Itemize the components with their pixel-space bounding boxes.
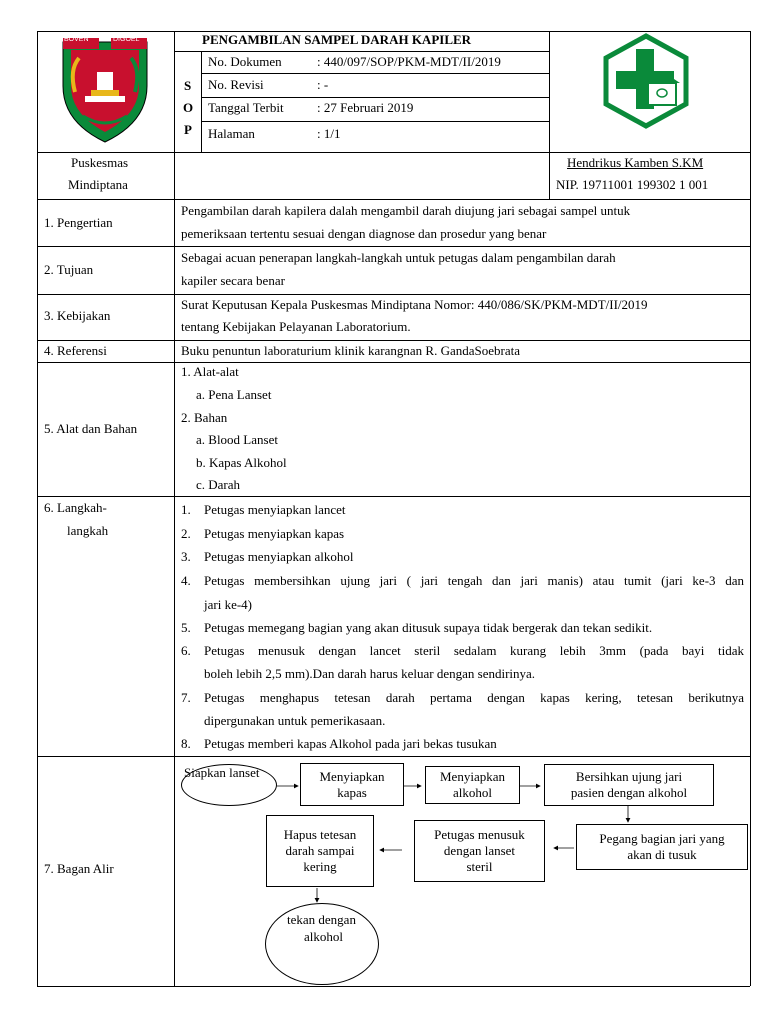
flow-node-siapkan-lanset: Siapkan lanset	[184, 765, 260, 780]
row-line	[37, 294, 750, 295]
node-line: kering	[303, 859, 337, 874]
logo-text-left: BOVEN	[64, 36, 89, 43]
section-label-langkah: 6. Langkah-	[44, 500, 107, 515]
node-line: Pegang bagian jari yang	[599, 831, 725, 846]
step-text: boleh lebih 2,5 mm).Dan darah harus keluar dengan sendirinya.	[204, 666, 536, 681]
step-text: jari ke-4)	[204, 597, 253, 612]
institution-location: Mindiptana	[68, 177, 128, 192]
field-value: : -	[317, 77, 329, 92]
step-number: 7.	[181, 690, 191, 705]
alat-item: c. Darah	[196, 477, 241, 492]
signatory-nip: NIP. 19711001 199302 1 001	[556, 177, 709, 192]
flow-node-bersihkan	[544, 764, 714, 806]
row-line	[37, 340, 750, 341]
field-line	[201, 97, 549, 98]
step-number: 6.	[181, 643, 191, 658]
section-label-tujuan: 2. Tujuan	[44, 262, 94, 277]
alat-item: a. Blood Lanset	[196, 432, 278, 447]
step-number: 5.	[181, 620, 191, 635]
flow-node-menyiapkan-kapas	[300, 763, 404, 806]
alat-item: b. Kapas Alkohol	[196, 455, 287, 470]
node-line: Hapus tetesan	[283, 827, 357, 842]
header-right-divider	[549, 31, 550, 199]
node-line: Menyiapkan	[319, 768, 385, 784]
step-text: Petugas menyiapkan alkohol	[204, 549, 354, 564]
referensi-text: Buku penuntun laboraturium klinik karangnan R. GandaSoebrata	[181, 343, 521, 358]
tujuan-text: kapiler secara benar	[181, 273, 285, 288]
node-line: pasien dengan alkohol	[570, 785, 688, 800]
institution-name: Puskesmas	[71, 155, 129, 170]
step-number: 1.	[181, 502, 191, 517]
row-line	[37, 246, 750, 247]
row-line	[37, 496, 750, 497]
step-number: 8.	[181, 736, 191, 751]
field-line	[201, 73, 549, 74]
sop-letter-o: O	[183, 100, 194, 115]
step-text: Petugas menusuk dengan lancet steril sedalam kurang lebih 3mm (pada bayi tidak	[204, 643, 744, 658]
section-label-langkah-2: langkah	[67, 523, 109, 538]
pengertian-text: pemeriksaan tertentu sesuai dengan diagnose dan prosedur yang benar	[181, 226, 547, 241]
title-underline	[174, 51, 549, 52]
flow-node-menusuk	[414, 820, 545, 882]
field-label: No. Dokumen	[208, 54, 282, 69]
field-label: Halaman	[208, 126, 255, 141]
node-line: dengan lanset	[443, 843, 516, 858]
field-value: : 27 Februari 2019	[317, 100, 414, 115]
flow-node-pegang	[576, 824, 748, 870]
node-line: darah sampai	[285, 843, 355, 858]
alat-item: 1. Alat-alat	[181, 364, 239, 379]
row-line	[37, 152, 750, 153]
pengertian-text: Pengambilan darah kapilera dalah mengambil darah diujung jari sebagai sampel untuk	[181, 203, 631, 218]
table-border-left	[37, 31, 38, 986]
node-line: Menyiapkan	[440, 769, 505, 784]
flow-node-tekan: tekan dengan	[287, 912, 356, 927]
section-label-kebijakan: 3. Kebijakan	[44, 308, 111, 323]
node-line: akan di tusuk	[627, 847, 697, 862]
field-label: No. Revisi	[208, 77, 264, 92]
step-number: 4.	[181, 573, 191, 588]
node-line: kapas	[337, 784, 367, 800]
field-value: : 440/097/SOP/PKM-MDT/II/2019	[317, 54, 501, 69]
table-border-right	[750, 31, 751, 986]
step-text: Petugas menyiapkan kapas	[204, 526, 345, 541]
step-text: dipergunakan untuk pemerikasaan.	[204, 713, 386, 728]
node-line: alkohol	[452, 785, 492, 800]
document-title: PENGAMBILAN SAMPEL DARAH KAPILER	[202, 32, 472, 47]
flow-node-menyiapkan-alkohol	[425, 766, 520, 804]
kebijakan-text: tentang Kebijakan Pelayanan Laboratorium.	[181, 319, 411, 334]
table-border-bottom	[37, 986, 750, 987]
node-line: Petugas menusuk	[434, 827, 525, 842]
alat-item: a. Pena Lanset	[196, 387, 272, 402]
alat-item: 2. Bahan	[181, 410, 228, 425]
step-text: Petugas memegang bagian yang akan ditusuk supaya tidak bergerak dan tekan sedikit.	[204, 620, 653, 635]
logo-text-right: DIGOEL	[113, 36, 140, 43]
puskesmas-logo	[598, 33, 694, 129]
step-number: 2.	[181, 526, 191, 541]
node-line: Bersihkan ujung jari	[575, 769, 683, 784]
step-text: Petugas membersihkan ujung jari ( jari tengah dan jari manis) atau tumit (jari ke-3 dan	[204, 573, 744, 588]
step-text: Petugas memberi kapas Alkohol pada jari bekas tusukan	[204, 736, 497, 751]
flow-node-hapus	[266, 815, 374, 887]
boven-digoel-logo	[55, 34, 155, 146]
field-line	[201, 121, 549, 122]
section-label-alat: 5. Alat dan Bahan	[44, 421, 138, 436]
section-label-pengertian: 1. Pengertian	[44, 215, 113, 230]
step-text: Petugas menyiapkan lancet	[204, 502, 346, 517]
flow-node-tekan: alkohol	[304, 929, 343, 944]
field-label: Tanggal Terbit	[208, 100, 284, 115]
row-line	[37, 199, 750, 200]
tujuan-text: Sebagai acuan penerapan langkah-langkah untuk petugas dalam pengambilan darah	[181, 250, 616, 265]
row-line	[37, 362, 750, 363]
section-label-bagan: 7. Bagan Alir	[44, 861, 114, 876]
step-text: Petugas menghapus tetesan darah pertama dengan kapas kering, tetesan berikutnya	[204, 690, 744, 705]
field-value: : 1/1	[317, 126, 341, 141]
node-line: steril	[466, 859, 493, 874]
sop-letter-s: S	[184, 78, 192, 93]
step-number: 3.	[181, 549, 191, 564]
signatory-name: Hendrikus Kamben S.KM	[567, 155, 704, 170]
sop-letter-p: P	[184, 122, 192, 137]
kebijakan-text: Surat Keputusan Kepala Puskesmas Mindiptana Nomor: 440/086/SK/PKM-MDT/II/2019	[181, 297, 648, 312]
sop-divider	[201, 51, 202, 152]
section-label-referensi: 4. Referensi	[44, 343, 107, 358]
